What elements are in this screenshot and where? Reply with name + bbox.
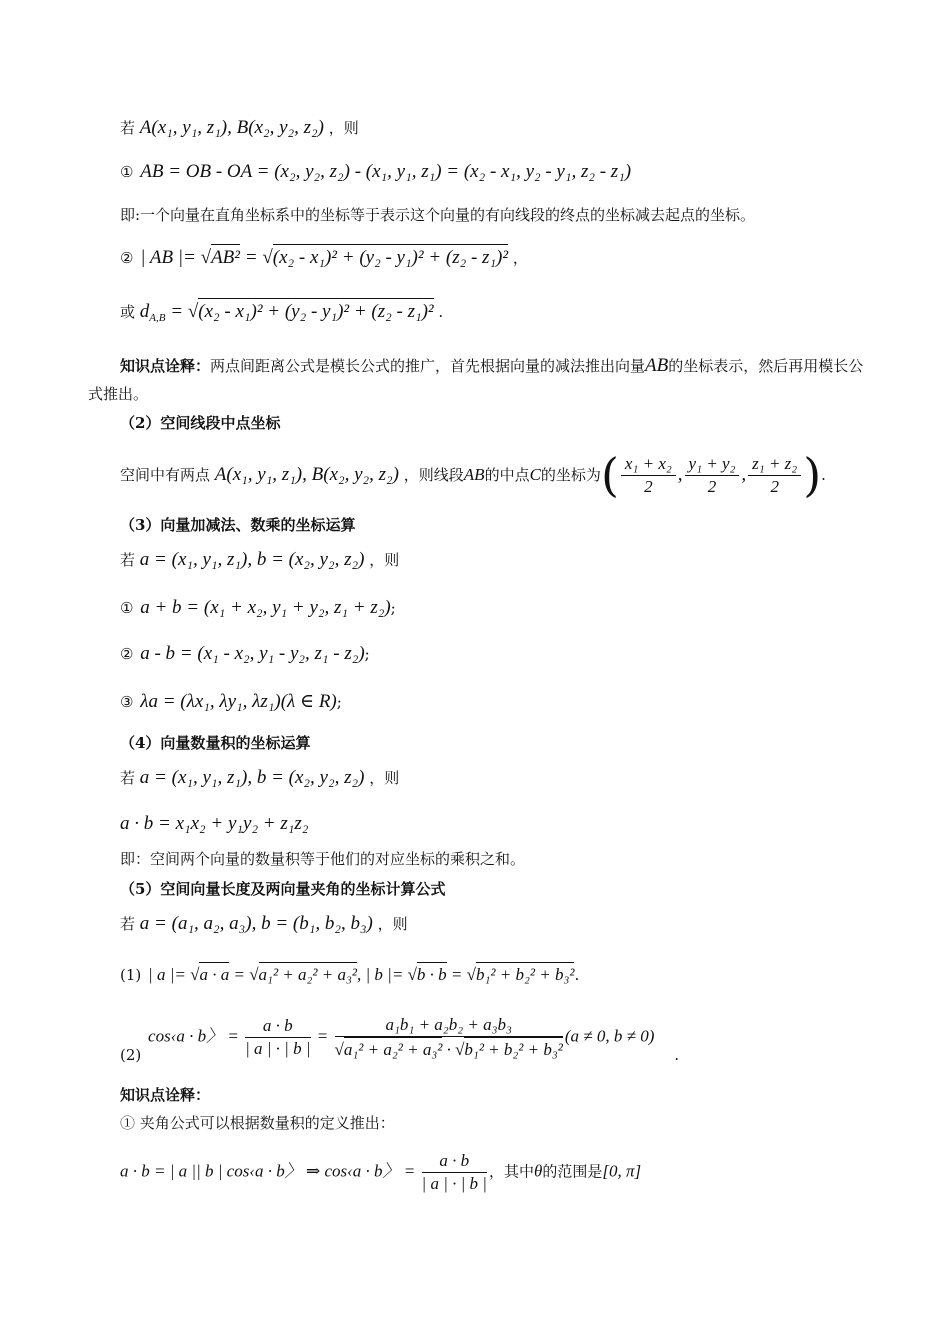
circled-number-3: ③ [120, 693, 134, 711]
text-then: ，则 [328, 119, 359, 137]
text-or: 或 [120, 303, 136, 321]
sqrt-a-dot-a: a · a [199, 962, 229, 986]
line-subtraction [120, 642, 370, 667]
semicolon: ; [336, 693, 342, 711]
nonzero-condition: (a ≠ 0, b ≠ 0) [564, 1026, 655, 1046]
equals-sign: = [239, 247, 263, 268]
formula-subtraction: a - b = (x₁ - x₂, y₁ - y₂, z₁ - z₂) [140, 643, 365, 664]
formula-ab-modulus: | AB |= [140, 247, 201, 268]
modulus-b: , | b |= [357, 965, 408, 984]
note-text-continued: 的坐标表示，然后再用模长公式推出。 [88, 357, 864, 403]
text-where: ，其中 [488, 1162, 534, 1181]
heading-dot-product: （4）向量数量积的坐标运算 [120, 734, 311, 752]
text-if: 若 [120, 915, 136, 933]
line-ab-coordinates [120, 160, 631, 185]
sqrt-b-dot-b: b · b [417, 962, 447, 986]
circled-number-2: ② [120, 645, 134, 663]
period: . [674, 1045, 680, 1064]
formula-dot-definition: a · b = | a || b | cos‹a · b〉 ⇒ cos‹a · b〉 = [120, 1161, 420, 1181]
text-range-is: 的范围是 [542, 1162, 603, 1181]
formula-dot-product: a · b = x₁x₂ + y₁y₂ + z₁z₂ [120, 813, 309, 834]
formula-vectors: a = (x₁, y₁, z₁), b = (x₂, y₂, z₂) [139, 549, 365, 570]
period: . [438, 303, 444, 321]
note-label: 知识点诠释： [120, 357, 211, 375]
line-distance-formula: 或 $d_{A,B} = √(x_2 - x_1)^2 + (y_2 - y_1)^2 + (z_2 - z_1)^2$ . [120, 298, 443, 325]
line-dot-formula [120, 812, 308, 837]
sqrt-a-components: a₁² + a₂² + a₃² [259, 962, 357, 986]
line-ab-length: ② | AB |= √AB² = √(x₂ - x₁)² + (y₂ - y₁)² + (z₂ - z₁)² ， [120, 244, 528, 271]
vector-ab: AB [645, 355, 669, 376]
sqrt-distance-expression: (x₂ - x₁)² + (y₂ - y₁)² + (z₂ - z₁)² [198, 298, 433, 325]
line-midpoint: 空间中有两点 A(x₁, y₁, z₁), B(x₂, y₂, z₂) ，则线段AB的中点C的坐标为( $\frac{\text{x₁ + x₂}}{2}$ , $\frac{\text{y₁ + y₂}}{2}$ , $\frac{\text{z₁ + z₂}}{2}$ ). [120, 448, 826, 502]
text-if: 若 [120, 769, 136, 787]
formula-ab-vector: AB = OB - OA = (x₂, y₂, z₂) - (x₁, y₁, z₁) = (x₂ - x₁, y₂ - y₁, z₂ - z₁) [140, 161, 632, 182]
text-then: ，则 [369, 769, 400, 787]
heading-midpoint: （2）空间线段中点坐标 [120, 414, 281, 432]
formula-points: A(x₁, y₁, z₁), B(x₂, y₂, z₂) [139, 117, 324, 138]
line-angle-derivation-intro [120, 1114, 395, 1134]
circled-number-1: ① [120, 163, 134, 181]
point-c: C [529, 464, 541, 484]
fraction-z: $\frac{\text{z₁ + z₂}}{2}$ [748, 453, 801, 498]
circled-number-1: ① [120, 599, 134, 617]
theta-symbol: θ [534, 1161, 543, 1181]
distance-symbol: d [139, 301, 150, 322]
modulus-a: | a |= [148, 965, 191, 984]
semicolon: ; [390, 599, 396, 617]
line-angle-derivation [120, 1150, 641, 1195]
line-scalar-multiplication [120, 690, 342, 715]
equals-sign: = [165, 301, 188, 322]
formula-vectors: a = (a₁, a₂, a₃), b = (b₁, b₂, b₃) [139, 913, 373, 934]
explanation-text: ① 夹角公式可以根据数量积的定义推出： [120, 1114, 395, 1132]
note-label-2: 知识点诠释： [120, 1086, 211, 1104]
item-number-2: (2) [120, 1045, 142, 1064]
fraction-y: $\frac{\text{y₁ + y₂}}{2}$ [685, 453, 740, 498]
text-two-points: 空间中有两点 [120, 465, 211, 484]
line-angle-formula: (2) cos‹a · b〉 = $\frac{a \cdot b}{| a | \cdot | b |}$ = $\frac{\text{a₁b₁ + a₂b₂ + a₃b₃}}{\text{√a₁² + a₂² + a₃² · √b₁² + b₂² + b₃²}}$ (a ≠ 0, b ≠ 0). [120, 1015, 680, 1064]
sqrt-b-components: b₁² + b₂² + b₃² [476, 962, 574, 986]
line-point-definitions [120, 116, 359, 141]
line-dot-explanation [120, 850, 525, 870]
text-segment: ，则线段 [403, 465, 464, 484]
angle-range: [0, π] [602, 1161, 642, 1181]
heading-length-angle: （5）空间向量长度及两向量夹角的坐标计算公式 [120, 880, 446, 898]
text-coordinate-is: 的坐标为 [540, 465, 601, 484]
note-distance-formula [88, 352, 868, 408]
period: . [574, 966, 580, 984]
line-vectors-components [120, 912, 408, 937]
line-vectors-ab [120, 548, 399, 573]
semicolon: ; [364, 645, 370, 663]
fraction-cos: $\frac{a \cdot b}{| a | \cdot | b |}$ [421, 1151, 487, 1194]
fraction-x: $\frac{\text{x₁ + x₂}}{2}$ [621, 453, 676, 498]
comma: ， [512, 249, 528, 267]
text-midpoint: 的中点 [484, 465, 530, 484]
formula-scalar: λa = (λx₁, λy₁, λz₁)(λ ∈ R) [140, 691, 337, 712]
line-explanation [120, 206, 755, 226]
cos-angle: cos‹a · b〉 = [148, 1026, 244, 1046]
circled-number-2: ② [120, 249, 134, 267]
line-addition [120, 596, 396, 621]
note-text: 两点间距离公式是模长公式的推广，首先根据向量的减法推出向量 [210, 357, 646, 375]
heading-vector-operations: （3）向量加减法、数乘的坐标运算 [120, 516, 356, 534]
text-if: 若 [120, 551, 136, 569]
line-vectors-dot [120, 766, 399, 791]
formula-points: A(x₁, y₁, z₁), B(x₂, y₂, z₂) [214, 463, 399, 485]
explanation-text: 即：空间两个向量的数量积等于他们的对应坐标的乘积之和。 [120, 850, 526, 868]
segment-ab: AB [463, 464, 485, 484]
line-length-formula: (1) | a |= √a · a = √a₁² + a₂² + a₃², | b |= √b · b = √b₁² + b₂² + b₃². [120, 962, 579, 986]
item-number-1: (1) [120, 966, 142, 984]
formula-vectors: a = (x₁, y₁, z₁), b = (x₂, y₂, z₂) [139, 767, 365, 788]
formula-addition: a + b = (x₁ + x₂, y₁ + y₂, z₁ + z₂) [140, 597, 391, 618]
text-then: ，则 [377, 915, 408, 933]
text-if: 若 [120, 119, 136, 137]
fraction-components: $\frac{\text{a₁b₁ + a₂b₂ + a₃b₃}}{\text{√a₁² + a₂² + a₃² · √b₁² + b₂² + b₃²}}$ [335, 1014, 563, 1061]
sqrt-ab-squared: AB² [211, 244, 240, 271]
fraction-dot-over-modulus: $\frac{a \cdot b}{| a | \cdot | b |}$ [245, 1016, 311, 1059]
explanation-text: 即:一个向量在直角坐标系中的坐标等于表示这个向量的有向线段的终点的坐标减去起点的坐标。 [120, 206, 756, 224]
text-then: ，则 [369, 551, 400, 569]
distance-subscript: A,B [149, 312, 166, 324]
sqrt-distance-expression: (x₂ - x₁)² + (y₂ - y₁)² + (z₂ - z₁)² [273, 244, 508, 271]
period: . [821, 465, 826, 484]
